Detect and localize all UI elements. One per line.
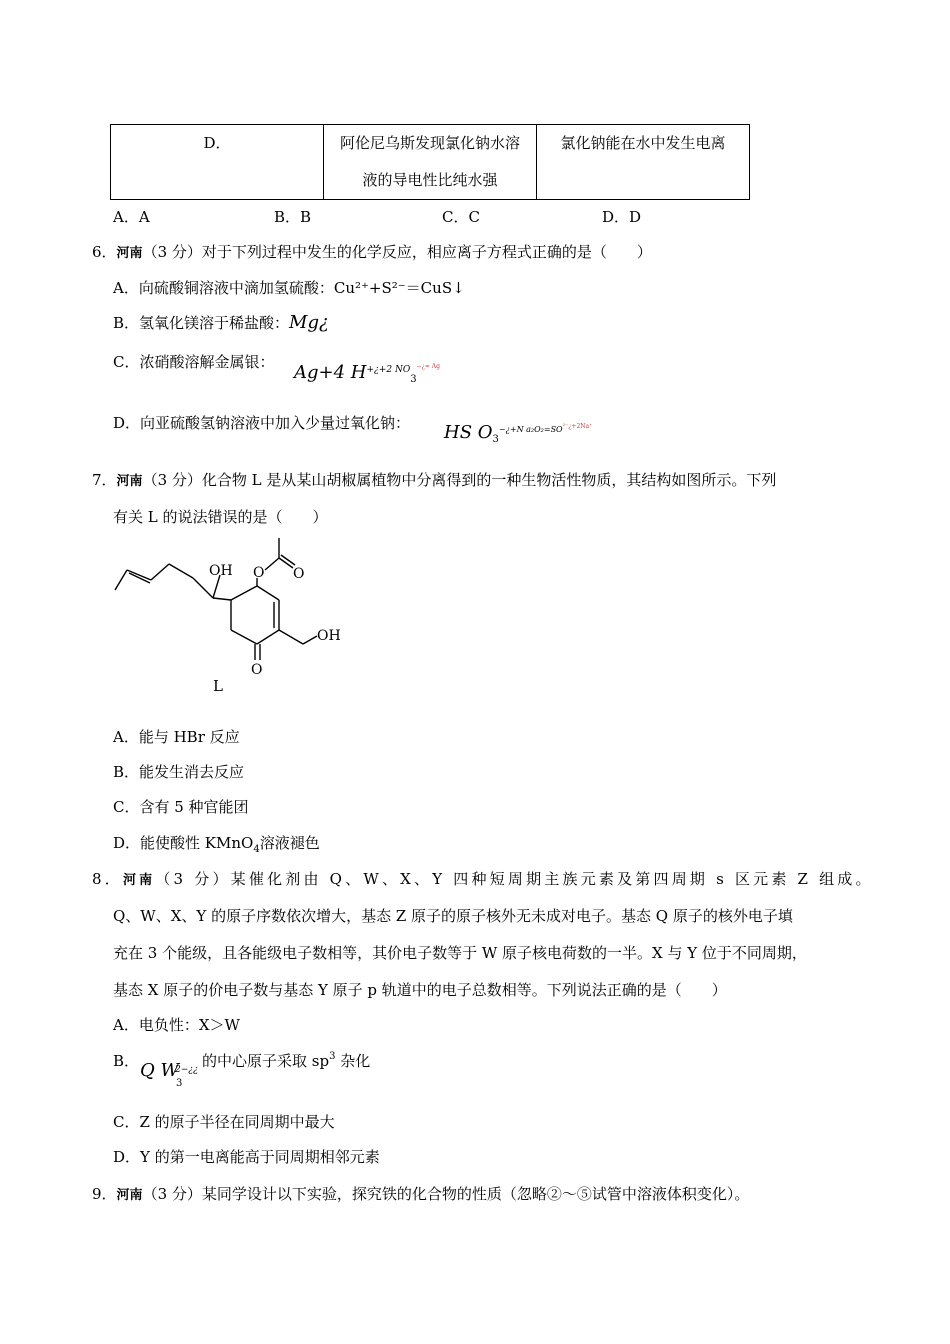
q8-choice-c[interactable]: C．Z 的原子半径在同周期中最大 [113, 1113, 335, 1131]
q6-stem: 6．河南（3 分）对于下列过程中发生的化学反应，相应离子方程式正确的是（ ） [92, 243, 652, 261]
q8-stem-line3: 充在 3 个能级，且各能级电子数相等，其价电子数等于 W 原子核电荷数的一半。X 与 Y 位于不同周期， [113, 944, 807, 962]
table-cell-conclusion: 氯化钠能在水中发生电离 [537, 125, 750, 200]
q6-b-formula: Mg¿ [289, 312, 329, 333]
table-cell-option: D． [111, 125, 324, 200]
q7-choice-a[interactable]: A．能与 HBr 反应 [113, 728, 240, 746]
q8-choice-b[interactable]: B． [113, 1052, 140, 1070]
region-tag: 河南 [116, 246, 143, 261]
structure-name: L [213, 677, 223, 695]
structure-o-ketone: O [251, 662, 263, 678]
q6-choice-d[interactable]: D．向亚硫酸氢钠溶液中加入少量过氧化钠： [113, 414, 411, 432]
q6-d-formula: HS $O_3^{-¿+N a_2O_2=SO^{2-}¿+2Na^+}$ [444, 422, 593, 445]
table-row [111, 125, 750, 200]
q5-choice-b[interactable]: B．B [274, 208, 312, 226]
q8-stem-line1: 8．河南（3 分）某催化剂由 Q、W、X、Y 四种短周期主族元素及第四周期 s 区元素 Z 组成。 [92, 870, 874, 888]
region-tag: 河南 [116, 474, 143, 489]
q8-b-sup: 2−¿¿ [175, 1065, 198, 1075]
q8-choice-d[interactable]: D．Y 的第一电离能高于同周期相邻元素 [113, 1148, 380, 1166]
q5-choice-c[interactable]: C．C [442, 208, 480, 226]
q7-choice-d[interactable]: D．能使酸性 KMnO$_4$溶液褪色 [113, 834, 320, 855]
structure-o-carbonyl: O [293, 566, 305, 582]
region-tag: 河南 [122, 873, 156, 888]
compound-l-structure [105, 530, 365, 700]
structure-oh-right: OH [317, 628, 341, 644]
q6-choice-a[interactable]: A．向硫酸铜溶液中滴加氢硫酸：Cu²⁺+S²⁻＝CuS↓ [113, 279, 465, 297]
q6-c-formula: Ag+4 $H^{+¿+2 NO}_3^{-¿= Ag}$ [294, 362, 440, 385]
option-table [110, 124, 750, 200]
q6-choice-b[interactable]: B．氢氧化镁溶于稀盐酸：Mg¿ [113, 312, 329, 333]
table-cell-discovery: 阿伦尼乌斯发现氯化钠水溶 液的导电性比纯水强 [324, 125, 537, 200]
q7-stem-line1: 7．河南（3 分）化合物 L 是从某山胡椒属植物中分离得到的一种生物活性物质，其结构如图所示。下列 [92, 471, 777, 489]
q8-choice-a[interactable]: A．电负性：X＞W [113, 1016, 240, 1034]
region-tag: 河南 [116, 1188, 143, 1203]
q5-choice-a[interactable]: A．A [113, 208, 150, 226]
structure-oh-top: OH [209, 563, 233, 579]
q6-choice-c[interactable]: C．浓硝酸溶解金属银： [113, 353, 275, 371]
q7-stem-line2: 有关 L 的说法错误的是（ ） [113, 508, 328, 526]
q8-b-text: 的中心原子采取 $sp^3$ 杂化 [202, 1051, 371, 1070]
q7-choice-b[interactable]: B．能发生消去反应 [113, 763, 245, 781]
q7-choice-c[interactable]: C．含有 5 种官能团 [113, 798, 249, 816]
q6-a-formula: Cu²⁺+S²⁻＝CuS↓ [333, 279, 465, 297]
q8-b-sub: 3 [176, 1078, 183, 1089]
q8-stem-line4: 基态 X 原子的价电子数与基态 Y 原子 p 轨道中的电子总数相等。下列说法正确的是（ ） [113, 981, 727, 999]
q8-stem-line2: Q、W、X、Y 的原子序数依次增大，基态 Z 原子的原子核外无未成对电子。基态 Q 原子的核外电子填 [113, 907, 793, 925]
q8-b-formula: Q W [140, 1060, 179, 1081]
q5-choice-d[interactable]: D．D [602, 208, 642, 226]
q9-stem: 9．河南（3 分）某同学设计以下实验，探究铁的化合物的性质（忽略②～⑤试管中溶液体积变化）。 [92, 1185, 750, 1203]
structure-o-ester: O [253, 565, 265, 581]
